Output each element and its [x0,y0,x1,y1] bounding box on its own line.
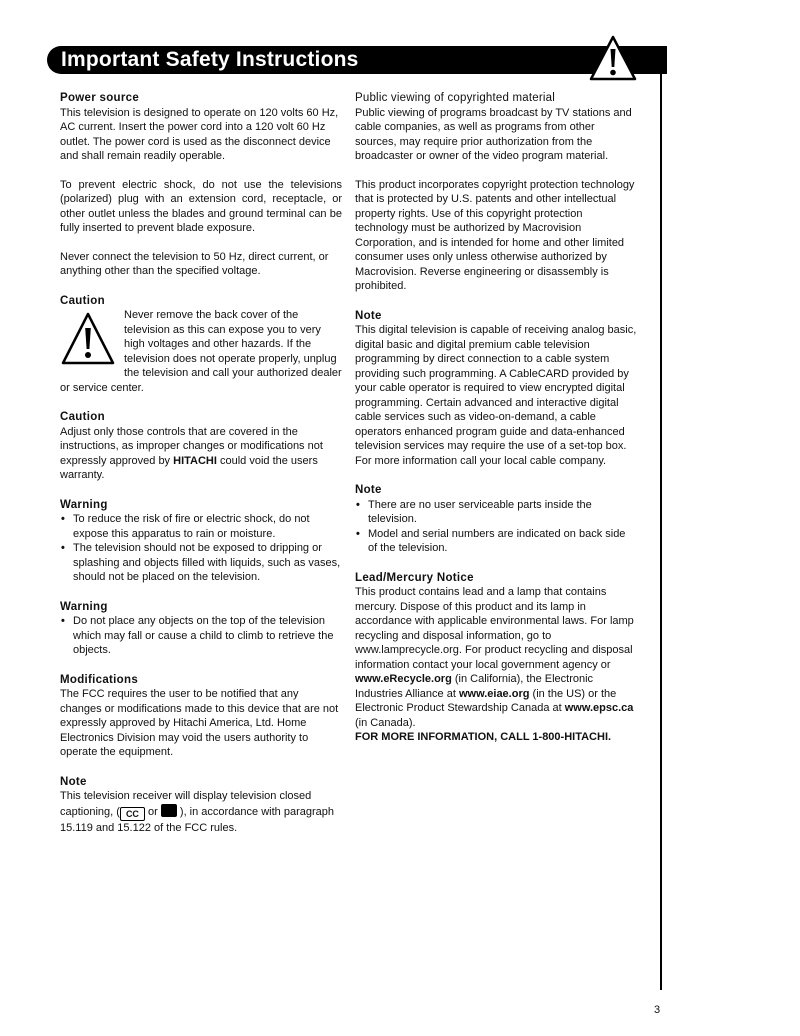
paragraph: This product incorporates copyright protection technology that is protected by U.S. patents and other intellectual property rights. Use of this copyright protection technology must be authorized by Macrovision Corporation, and is intended for home and other limited consumer uses only unless otherwise authorized by Macrovision. Reverse engineering or disassembly is prohibited. [355,178,635,292]
paragraph [355,585,637,730]
text: (in California), the Electronic Industries Alliance at [355,673,594,700]
link-erecycle[interactable]: www.eRecycle.org [355,673,452,685]
text: ), in accordance with paragraph 15.119 and 15.122 of the FCC rules. [60,805,334,834]
text: could void the users warranty. [60,454,318,481]
paragraph [60,789,342,835]
section-heading: Caution [60,294,105,307]
section-heading: Note [355,484,382,496]
section-heading: Public viewing of copyrighted material [355,92,556,104]
warning-triangle-icon [588,34,638,82]
section-heading: Note [355,309,382,322]
paragraph: Public viewing of programs broadcast by TV stations and cable companies, as well as programs from other sources, may require prior authorization from the broadcaster or owner of the video program material. [355,106,632,162]
section-heading: Modifications [60,673,139,686]
bullet-list [355,498,637,556]
lead-mercury-section [355,571,637,745]
note-section [60,775,342,836]
right-margin-rule [660,74,662,990]
paragraph: Never connect the television to 50 Hz, direct current, or anything other than the specified voltage. [60,250,329,277]
page-number: 3 [654,1004,661,1016]
list-item: • The television should not be exposed to dripping or splashing and objects filled with liquids, such as vases, should not be placed on the television. [60,541,342,585]
text: This television receiver will display television closed captioning, ( [60,790,312,818]
left-column [60,91,342,850]
list-item: • Do not place any objects on the top of the television which may fall or cause a child to climb to retrieve the objects. [60,614,342,658]
link-epsc[interactable]: www.epsc.ca [564,702,634,714]
list-item: • Model and serial numbers are indicated on back side of the television. [355,527,637,556]
power-source-section [60,91,342,279]
paragraph: To prevent electric shock, do not use the televisions (polarized) plug with an extension cord, receptacle, or other outlet unless the blades and ground terminal can be fully inserted to prevent blade exposure. [60,178,342,234]
list-item: • There are no user serviceable parts inside the television. [355,498,637,527]
text: This product contains lead and a lamp that contains mercury. Dispose of this product and its lamp in accordance with applicable environmental laws. For lamp recycling and disposal information, go to www.lamprecycle.org. For product recycling and disposal information contact your local government agency or [355,586,634,671]
note-section [355,309,637,469]
caution-block [60,308,342,395]
section-heading: Caution [60,411,105,423]
text: (in the US) or the Electronic Product Stewardship Canada at [355,687,617,714]
bullet-list [60,614,342,658]
warning-section [60,498,342,585]
text: Adjust only those controls that are covered in the instructions, as improper changes or modifications not expressly approved by [60,425,323,467]
warning-triangle-icon [60,311,116,367]
paragraph [60,425,342,483]
paragraph: This digital television is capable of receiving analog basic, digital basic and digital premium cable television programming by direct connection to a cable system providing such programming. A CableCARD provided by your cable operator is required to view encrypted digital programming. Certain advanced and interactive digital cable services such as video-on-demand, a cable operators enhanced program guide and data-enhanced television services may require the use of a set-top box. For more information call your local cable company. [355,324,637,467]
paragraph: Never remove the back cover of the television as this can expose you to very high voltages and other hazards. If the television does not operate properly, unplug the television and call your authorized dealer or service center. [60,309,342,394]
bullet-list [60,512,342,585]
modifications-section [60,673,342,760]
caution-section [60,410,342,483]
page-title: Important Safety Instructions [61,48,359,71]
text: or [144,805,161,818]
right-column [355,91,637,760]
caution-section [60,294,342,396]
brand-name: HITACHI [173,454,217,467]
header-bar [47,46,667,74]
paragraph: The FCC requires the user to be notified that any changes or modifications made to this device that are not expressly approved by Hitachi America, Ltd. Home Electronics Division may void the users authority to operate the equipment. [60,688,339,758]
text: (in Canada). [355,716,416,729]
callout-text: FOR MORE INFORMATION, CALL 1-800-HITACHI. [355,731,612,743]
section-heading: Warning [60,600,108,613]
section-heading: Note [60,775,87,788]
section-heading: Power source [60,92,140,104]
link-eiae[interactable]: www.eiae.org [458,687,530,700]
list-item: • To reduce the risk of fire or electric shock, do not expose this apparatus to rain or moisture. [60,512,342,541]
closed-caption-icon: CC [120,807,145,821]
paragraph: This television is designed to operate on 120 volts 60 Hz, AC current. Insert the power cord into a 120 volt 60 Hz outlet. The power cord is used as the disconnect device and shall remain readily operable. [60,106,339,162]
section-heading: Lead/Mercury Notice [355,571,474,584]
section-heading: Warning [60,498,108,511]
note-section [355,483,637,556]
caption-box-icon [161,804,177,817]
copyright-section [355,91,637,294]
warning-section [60,600,342,658]
